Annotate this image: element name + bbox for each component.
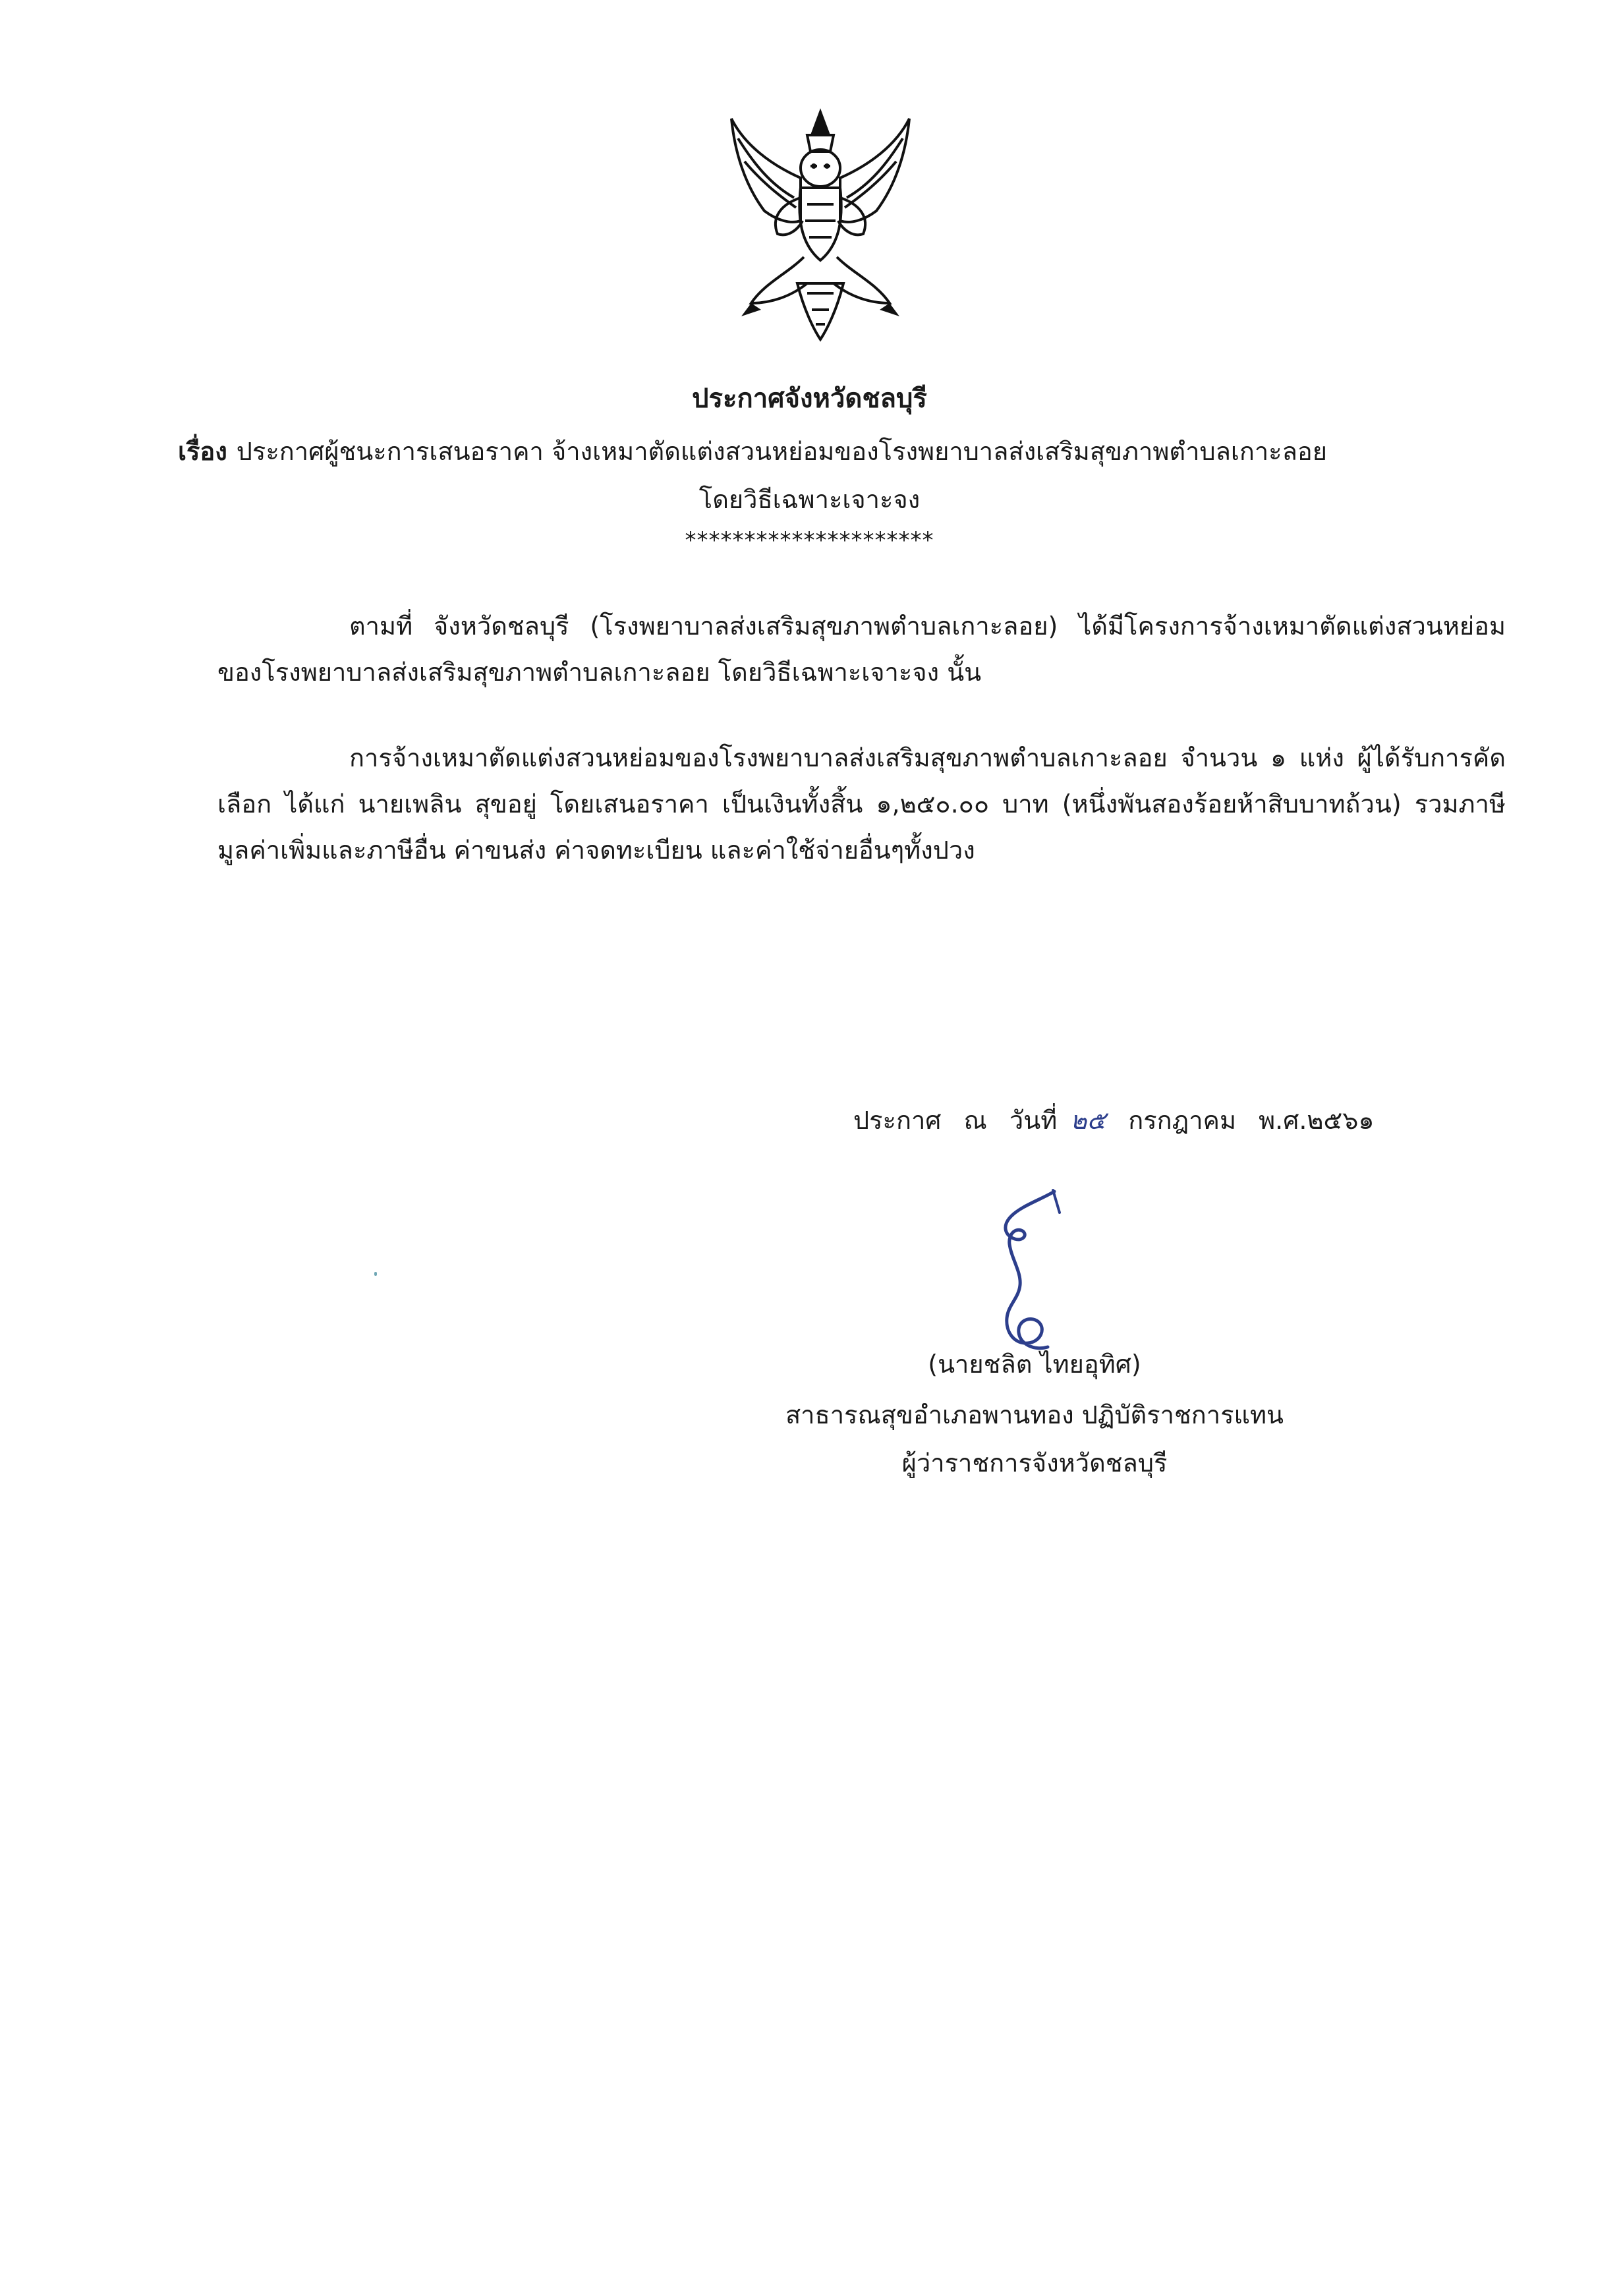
signer-position-2: ผู้ว่าราชการจังหวัดชลบุรี — [901, 1449, 1168, 1478]
signer-position-1: สาธารณสุขอำเภอพานทอง ปฏิบัติราชการแทน — [785, 1400, 1284, 1429]
date-day-handwritten: ๒๕ — [1070, 1106, 1106, 1135]
separator-stars: ********************* — [685, 527, 934, 554]
subject-text: ประกาศผู้ชนะการเสนอราคา จ้างเหมาตัดแต่งสวนหย่อมของโรงพยาบาลส่งเสริมสุขภาพตำบลเกาะลอย — [236, 437, 1327, 466]
subject-continuation: โดยวิธีเฉพาะเจาะจง — [698, 485, 921, 514]
date-at: ณ — [963, 1106, 987, 1135]
date-month: กรกฎาคม — [1128, 1106, 1236, 1135]
signature-icon — [975, 1186, 1081, 1358]
date-prefix: ประกาศ — [853, 1106, 942, 1135]
body-paragraph-2: การจ้างเหมาตัดแต่งสวนหย่อมของโรงพยาบาลส่งเสริมสุขภาพตำบลเกาะลอย จำนวน ๑ แห่ง ผู้ได้รับการคัดเลือก ได้แก่ นายเพลิน สุขอยู่ โดยเสนอราคา เป็นเงินทั้งสิ้น ๑,๒๕๐.๐๐ บาท (หนึ่งพันสองร้อยห้าสิบบาทถ้วน) รวมภาษีมูลค่าเพิ่มและภาษีอื่น ค่าขนส่ง ค่าจดทะเบียน และค่าใช้จ่ายอื่นๆทั้งปวง — [217, 743, 1506, 865]
signer-name: (นายชลิต ไทยอุทิศ) — [928, 1350, 1141, 1379]
scan-speck — [374, 1272, 377, 1276]
date-day-label: วันที่ — [1009, 1106, 1058, 1135]
announcement-date-line — [853, 1101, 1388, 1140]
body-paragraph-1: ตามที่ จังหวัดชลบุรี (โรงพยาบาลส่งเสริมสุขภาพตำบลเกาะลอย) ได้มีโครงการจ้างเหมาตัดแต่งสวนหย่อมของโรงพยาบาลส่งเสริมสุขภาพตำบลเกาะลอย โดยวิธีเฉพาะเจาะจง นั้น — [217, 612, 1506, 687]
subject-line — [178, 432, 1327, 471]
garuda-emblem-icon — [725, 105, 916, 343]
document-title: ประกาศจังหวัดชลบุรี — [692, 384, 927, 414]
date-year: พ.ศ.๒๕๖๑ — [1259, 1106, 1375, 1135]
subject-label: เรื่อง — [178, 437, 227, 466]
